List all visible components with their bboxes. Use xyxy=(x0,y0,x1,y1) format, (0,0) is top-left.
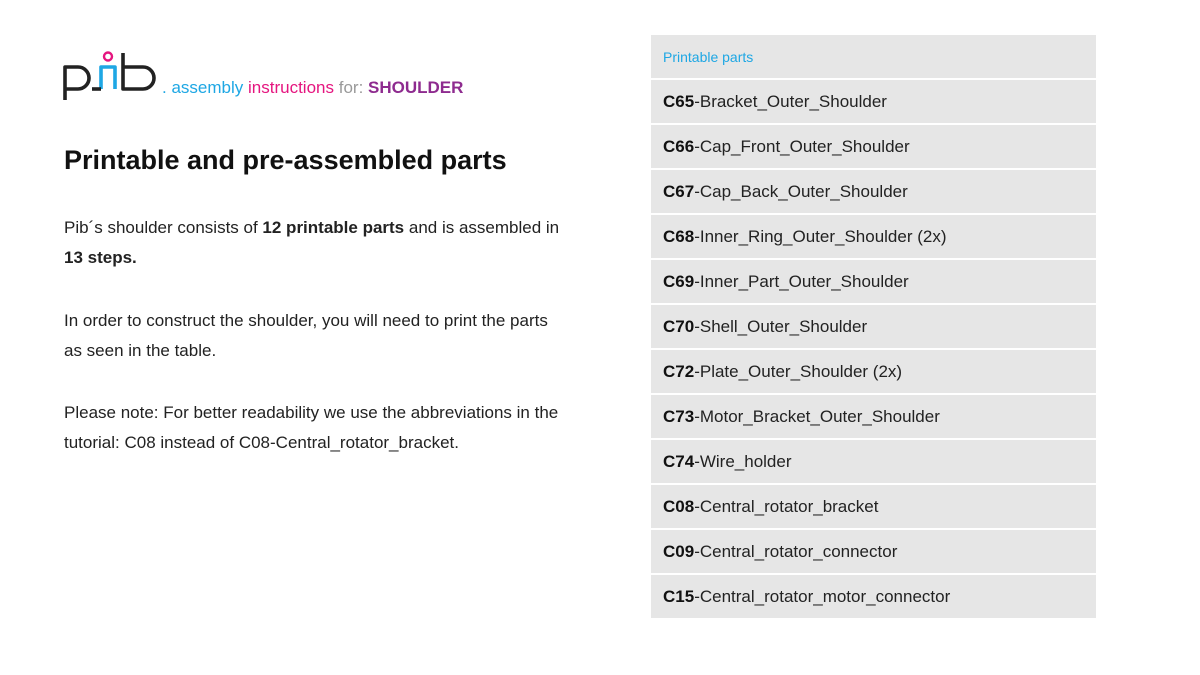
part-code: C74 xyxy=(663,451,695,471)
part-code: C70 xyxy=(663,316,695,336)
page-title: Printable and pre-assembled parts xyxy=(64,145,507,175)
pib-logo xyxy=(62,50,160,102)
part-code: C65 xyxy=(663,91,695,111)
table-row xyxy=(651,350,1096,395)
intro-text-1: Pib´s shoulder consists of xyxy=(64,218,263,237)
table-row xyxy=(651,260,1096,305)
tagline-assembly: assembly xyxy=(171,78,244,97)
table-row xyxy=(651,485,1096,530)
part-name: -Wire_holder xyxy=(694,451,792,471)
part-code: C67 xyxy=(663,181,695,201)
part-code: C15 xyxy=(663,586,695,606)
part-code: C08 xyxy=(663,496,695,516)
part-code: C69 xyxy=(663,271,695,291)
part-name: -Bracket_Outer_Shoulder xyxy=(694,91,887,111)
table-row xyxy=(651,170,1096,215)
tagline-instructions: instructions xyxy=(248,78,334,97)
part-name: -Shell_Outer_Shoulder xyxy=(694,316,868,336)
print-instruction-paragraph: In order to construct the shoulder, you will need to print the parts as seen in the table. xyxy=(64,311,548,360)
table-row xyxy=(651,215,1096,260)
table-row xyxy=(651,530,1096,575)
table-header: Printable parts xyxy=(651,35,1096,80)
table-row xyxy=(651,440,1096,485)
table-row xyxy=(651,395,1096,440)
part-name: -Cap_Front_Outer_Shoulder xyxy=(694,136,910,156)
part-name: -Inner_Ring_Outer_Shoulder (2x) xyxy=(694,226,947,246)
abbreviation-note-paragraph: Please note: For better readability we use the abbreviations in the tutorial: C08 instead of C08-Central_rotator_bracket. xyxy=(64,403,559,452)
tagline-section: SHOULDER xyxy=(368,78,464,97)
intro-text-2: and is assembled in xyxy=(404,218,560,237)
part-name: -Motor_Bracket_Outer_Shoulder xyxy=(694,406,940,426)
part-name: -Central_rotator_bracket xyxy=(694,496,879,516)
header xyxy=(62,50,463,102)
intro-steps-count: 13 steps. xyxy=(64,248,137,267)
part-name: -Plate_Outer_Shoulder (2x) xyxy=(694,361,903,381)
intro-paragraph xyxy=(64,213,564,273)
intro-parts-count: 12 printable parts xyxy=(262,218,405,237)
part-code: C73 xyxy=(663,406,695,426)
part-code: C68 xyxy=(663,226,695,246)
part-code: C09 xyxy=(663,541,695,561)
part-name: -Inner_Part_Outer_Shoulder xyxy=(694,271,909,291)
part-name: -Central_rotator_motor_connector xyxy=(694,586,951,606)
tagline-for: for: xyxy=(338,78,364,97)
printable-parts-table xyxy=(651,35,1096,620)
table-row xyxy=(651,125,1096,170)
table-row xyxy=(651,575,1096,620)
part-name: -Central_rotator_connector xyxy=(694,541,898,561)
part-code: C72 xyxy=(663,361,695,381)
table-row xyxy=(651,305,1096,350)
part-code: C66 xyxy=(663,136,695,156)
table-row xyxy=(651,80,1096,125)
tagline-dot: . xyxy=(162,78,167,97)
part-name: -Cap_Back_Outer_Shoulder xyxy=(694,181,908,201)
tagline xyxy=(162,78,463,98)
